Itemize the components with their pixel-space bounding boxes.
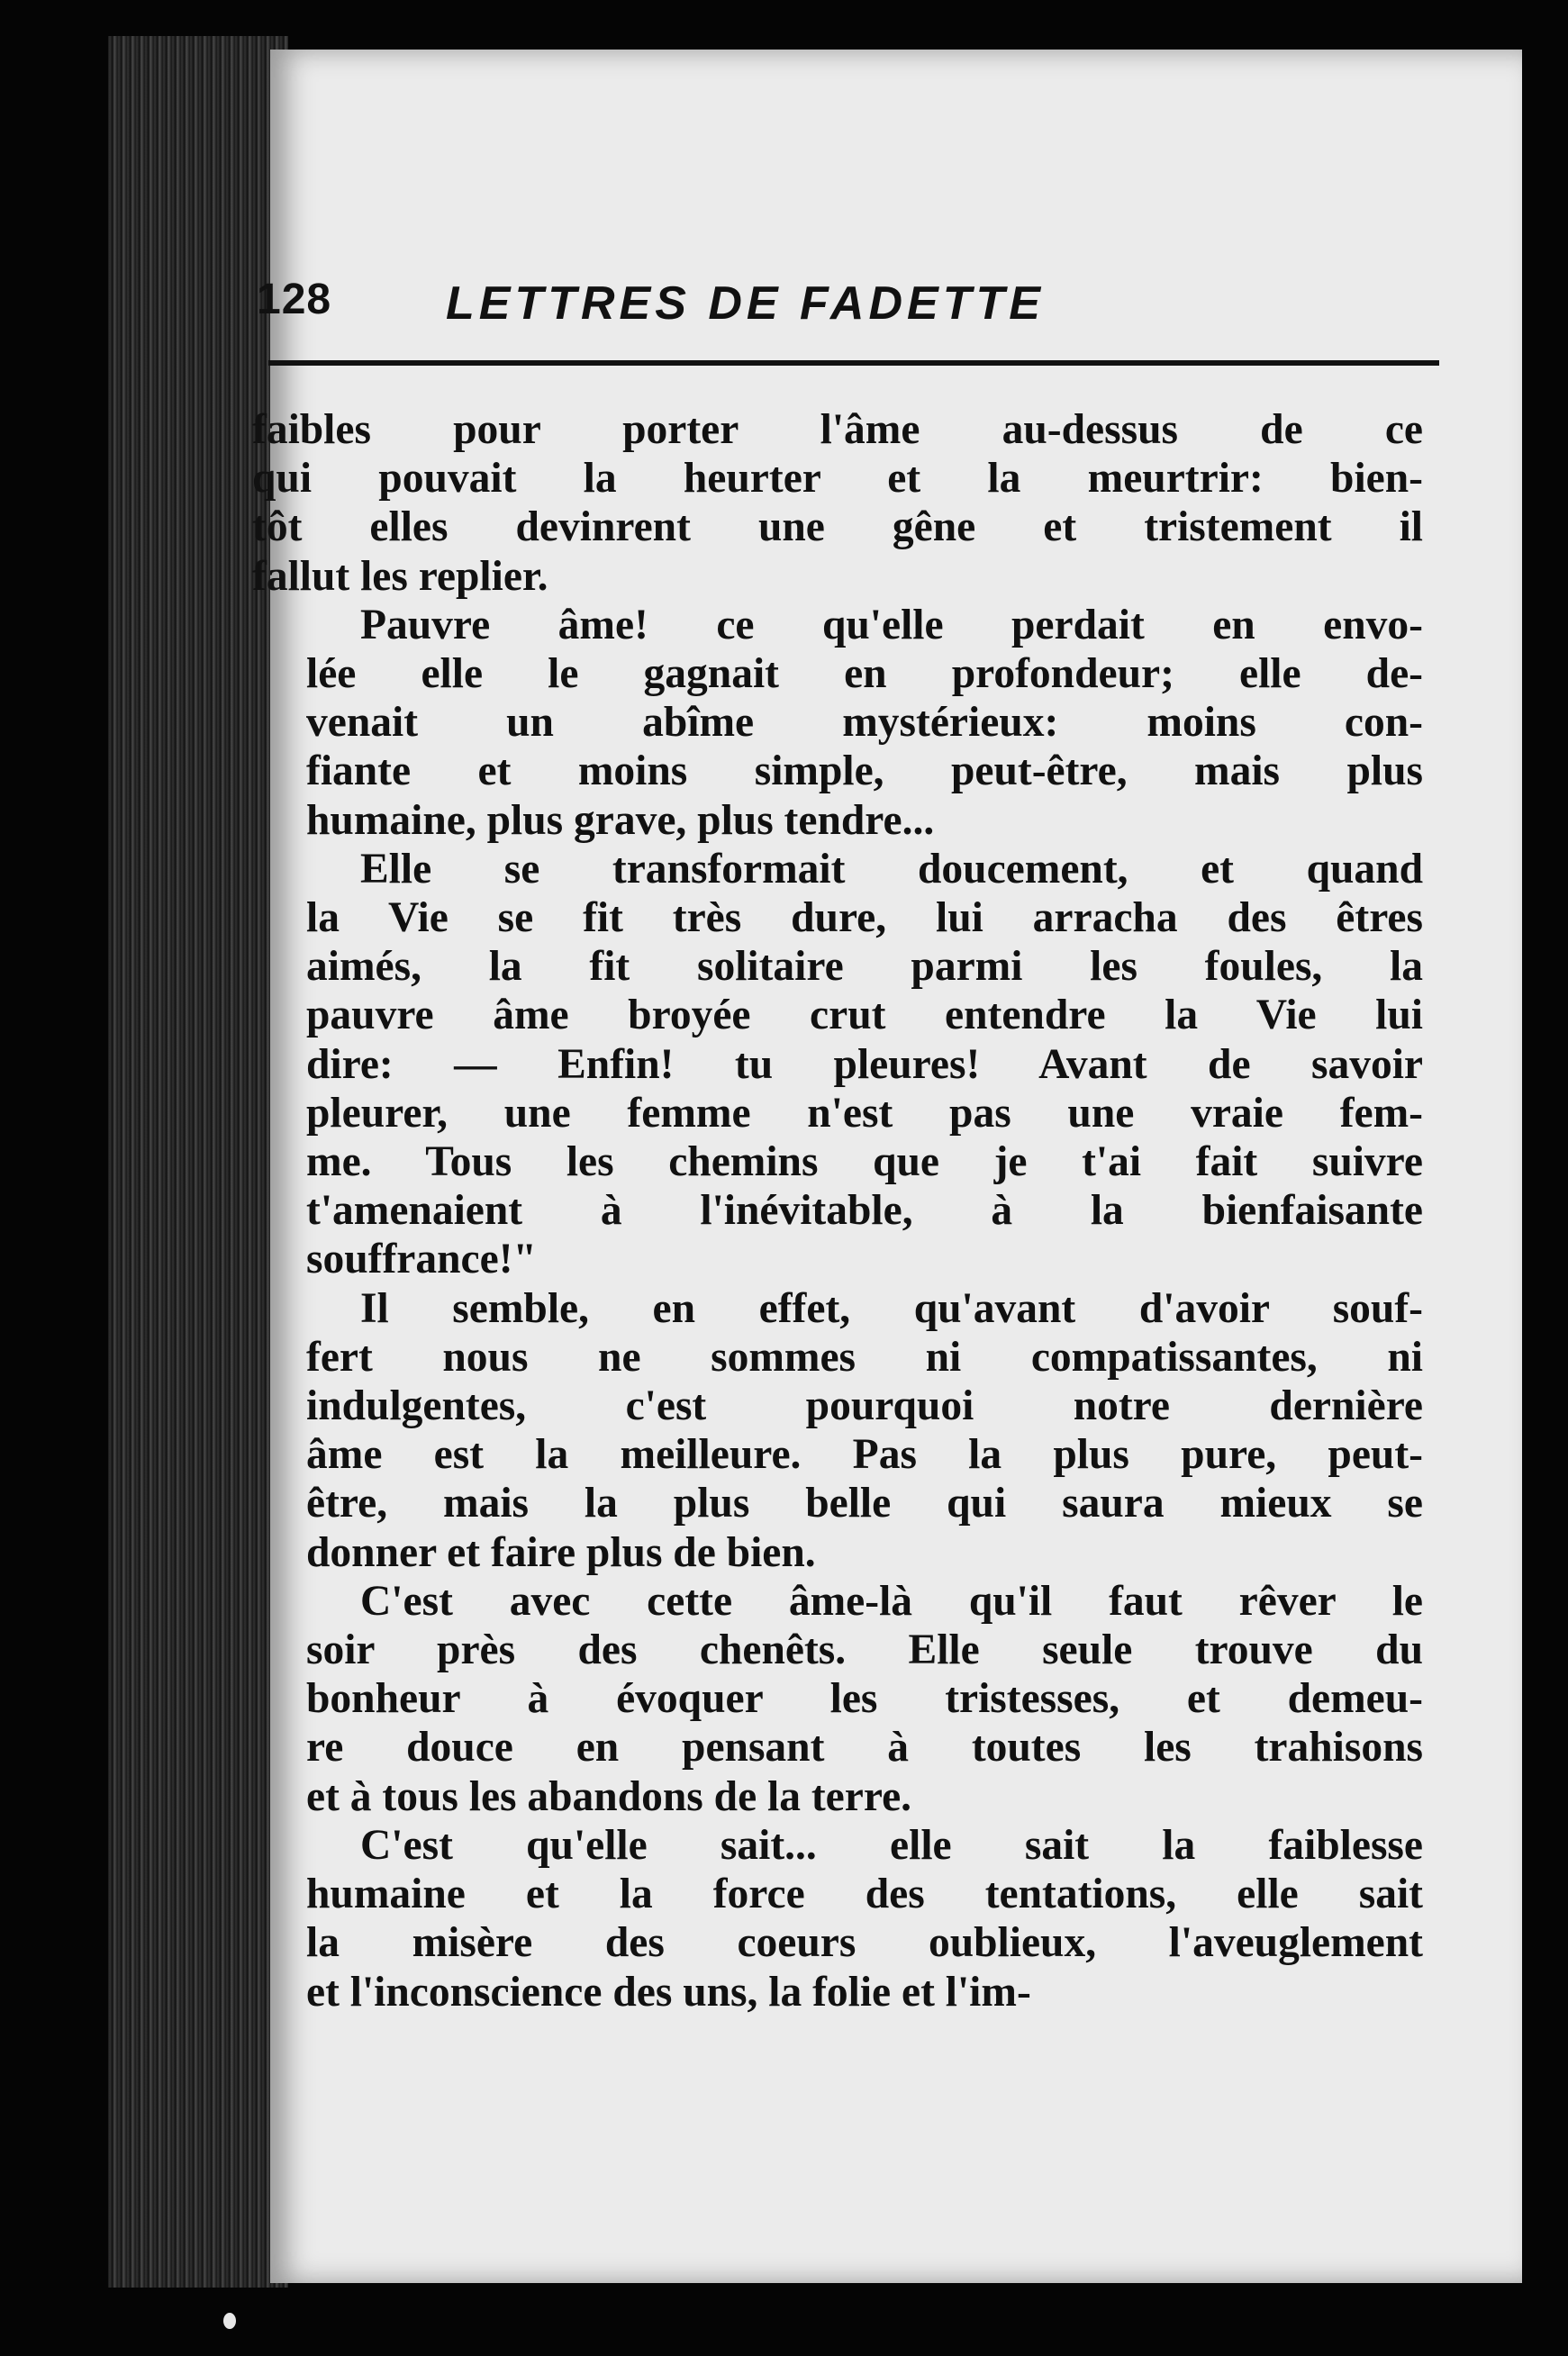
- text-line: C'est qu'elle sait... elle sait la faiblesse: [360, 1821, 1423, 1869]
- text-line: Elle se transformait doucement, et quand: [360, 845, 1423, 893]
- text-line: C'est avec cette âme-là qu'il faut rêver le: [360, 1577, 1423, 1625]
- text-line: aimés, la fit solitaire parmi les foules, la: [306, 943, 1423, 991]
- text-line: indulgentes, c'est pourquoi notre dernière: [306, 1382, 1423, 1430]
- text-line: bonheur à évoquer les tristesses, et demeu-: [306, 1675, 1423, 1723]
- text-line: être, mais la plus belle qui saura mieux se: [306, 1480, 1423, 1527]
- text-line: me. Tous les chemins que je t'ai fait suivre: [306, 1138, 1423, 1186]
- paragraph: [252, 1284, 1423, 1577]
- paragraph: [252, 405, 1423, 601]
- text-line: souffrance!": [306, 1236, 537, 1283]
- text-line: Il semble, en effet, qu'avant d'avoir souf-: [360, 1284, 1423, 1332]
- text-line: qui pouvait la heurter et la meurtrir: bien-: [252, 455, 1423, 503]
- paragraph: [252, 845, 1423, 1284]
- paragraph: [252, 1577, 1423, 1821]
- text-line: fallut les replier.: [252, 552, 548, 600]
- text-line: soir près des chenêts. Elle seule trouve du: [306, 1627, 1423, 1674]
- text-line: fert nous ne sommes ni compatissantes, ni: [306, 1333, 1423, 1381]
- text-line: tôt elles devinrent une gêne et tristement il: [252, 503, 1423, 551]
- paragraph: [252, 1821, 1423, 2016]
- text-line: fiante et moins simple, peut-être, mais plus: [306, 748, 1423, 795]
- text-line: re douce en pensant à toutes les trahisons: [306, 1724, 1423, 1772]
- text-line: humaine et la force des tentations, elle sait: [306, 1871, 1423, 1918]
- text-line: la Vie se fit très dure, lui arracha des êtres: [306, 894, 1423, 942]
- text-line: t'amenaient à l'inévitable, à la bienfaisante: [306, 1187, 1423, 1235]
- paragraph: [252, 601, 1423, 845]
- text-line: pleurer, une femme n'est pas une vraie fem-: [306, 1089, 1423, 1137]
- text-line: faibles pour porter l'âme au-dessus de ce: [252, 406, 1423, 453]
- text-line: venait un abîme mystérieux: moins con-: [306, 699, 1423, 747]
- header-rule: [268, 360, 1439, 366]
- text-line: et à tous les abandons de la terre.: [306, 1772, 912, 1820]
- text-line: lée elle le gagnait en profondeur; elle de-: [306, 650, 1423, 698]
- text-line: la misère des coeurs oublieux, l'aveuglement: [306, 1919, 1423, 1967]
- text-line: âme est la meilleure. Pas la plus pure, peut-: [306, 1431, 1423, 1479]
- text-line: pauvre âme broyée crut entendre la Vie lui: [306, 992, 1423, 1039]
- text-line: humaine, plus grave, plus tendre...: [306, 796, 935, 844]
- page-text: [252, 405, 1423, 2016]
- page-number: 128: [257, 276, 332, 323]
- text-line: donner et faire plus de bien.: [306, 1528, 816, 1576]
- text-line: Pauvre âme! ce qu'elle perdait en envo-: [360, 601, 1423, 648]
- running-head: [257, 230, 1441, 330]
- text-line: et l'inconscience des uns, la folie et l'im-: [306, 1968, 1031, 2016]
- text-line: dire: — Enfin! tu pleures! Avant de savoir: [306, 1040, 1423, 1088]
- scan-dust-mark: [223, 2313, 236, 2329]
- running-title: LETTRES DE FADETTE: [446, 277, 1045, 330]
